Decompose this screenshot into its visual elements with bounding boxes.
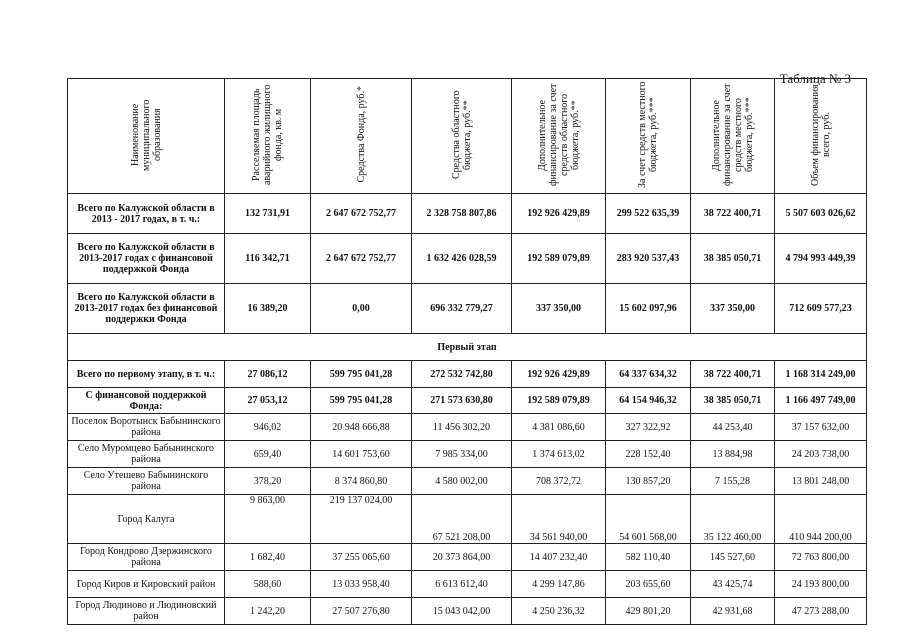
table-row: Поселок Воротынск Бабынинского района 946,02 20 948 666,88 11 456 302,20 4 381 086,60 327 322,92 44 253,40 37 157 632,00 [68,414,867,441]
summary-row: Всего по Калужской области в 2013-2017 годах с финансовой поддержкой Фонда 116 342,71 2 647 672 752,77 1 632 426 028,59 192 589 079,89 283 920 537,43 38 385 050,71 4 794 993 449,39 [68,234,867,284]
stage-title-row [68,334,867,361]
stage-total-row: С финансовой поддержкой Фонда: 27 053,12 599 795 041,28 271 573 630,80 192 589 079,89 64 154 946,32 38 385 050,71 1 166 497 749,00 [68,388,867,414]
header-cell: Средства областного бюджета, руб.** [412,79,512,194]
table-row: Село Муромцево Бабынинского района 659,40 14 601 753,60 7 985 334,00 1 374 613,02 228 152,40 13 884,98 24 203 738,00 [68,441,867,468]
table-row: Село Утешево Бабынинского района 378,20 8 374 860,80 4 580 002,00 708 372,72 130 857,20 7 155,28 13 801 248,00 [68,468,867,495]
header-cell: Наименование муниципального образования [68,79,225,194]
header-cell: За счет средств местного бюджета, руб.*** [606,79,691,194]
table-row: Город Людиново и Людиновский район 1 242,20 27 507 276,80 15 043 042,00 4 250 236,32 429 801,20 42 931,68 47 273 288,00 [68,598,867,625]
header-cell: Объем финансирования всего, руб. [775,79,867,194]
summary-row: Всего по Калужской области в 2013-2017 годах без финансовой поддержки Фонда 16 389,20 0,00 696 332 779,27 337 350,00 15 602 097,96 337 350,00 712 609 577,23 [68,284,867,334]
header-cell: Средства Фонда, руб.* [311,79,412,194]
header-row [68,79,867,194]
header-cell: Дополнительное финансирование за счет средств областного бюджета, руб.** [512,79,606,194]
stage-total-row: Всего по первому этапу, в т. ч.: 27 086,12 599 795 041,28 272 532 742,80 192 926 429,89 64 337 634,32 38 722 400,71 1 168 314 249,00 [68,361,867,388]
header-cell: Дополнительное финансирование за счет средств местного бюджета, руб.*** [691,79,775,194]
table-row: Город Кондрово Дзержинского района 1 682,40 37 255 065,60 20 373 864,00 14 407 232,40 582 110,40 145 527,60 72 763 800,00 [68,544,867,571]
table-row: Город Киров и Кировский район 588,60 13 033 958,40 6 613 612,40 4 299 147,86 203 655,60 43 425,74 24 193 800,00 [68,571,867,598]
financing-table [67,78,867,625]
table-caption: Таблица № 3 [779,71,851,86]
stage-title: Первый этап [68,334,867,361]
table-row: Город Калуга 9 863,00 219 137 024,00 67 521 208,00 34 561 940,00 54 601 568,00 35 122 460,00 410 944 200,00 [68,495,867,544]
header-cell: Расселяемая площадь аварийного жилищного фонда, кв. м [225,79,311,194]
summary-row: Всего по Калужской области в 2013 - 2017 годах, в т. ч.: 132 731,91 2 647 672 752,77 2 328 758 807,86 192 926 429,89 299 522 635,39 38 722 400,71 5 507 603 026,62 [68,194,867,234]
